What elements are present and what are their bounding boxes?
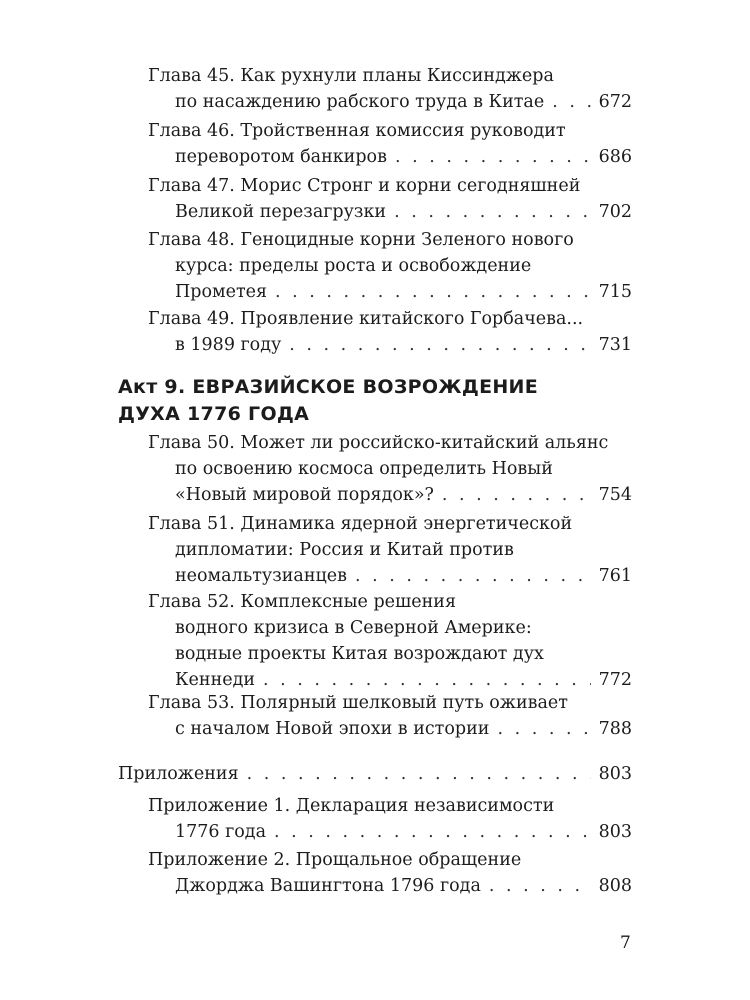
dot-leader [247, 761, 591, 787]
page-ref: 702 [598, 202, 632, 222]
toc-entry-chapter-52[interactable] [148, 589, 632, 693]
toc-entry-appendix-2[interactable] [148, 847, 632, 899]
dot-leader [275, 279, 591, 305]
entry-line: Глава 53. Полярный шелковый путь оживает [148, 693, 568, 713]
entry-line: Глава 52. Комплексные решения [148, 592, 457, 612]
toc-entry-chapter-50[interactable] [148, 430, 632, 508]
entry-line: Глава 50. Может ли российско-китайский альянс [148, 433, 609, 453]
dot-leader [442, 482, 591, 508]
entry-line: Приложение 2. Прощальное обращение [148, 850, 522, 870]
dot-leader [489, 873, 591, 899]
toc-entry-chapter-45[interactable] [148, 63, 632, 115]
entry-line: Великой перезагрузки [175, 202, 387, 222]
entry-line: с началом Новой эпохи в истории [175, 719, 490, 739]
act-heading-line: ДУХА 1776 ГОДА [118, 403, 310, 425]
entry-line: Глава 51. Динамика ядерной энергетической [148, 514, 573, 534]
entry-line: Кеннеди [175, 670, 256, 690]
toc-entry-chapter-53[interactable] [148, 690, 632, 742]
page-number: 7 [620, 933, 631, 953]
entry-line: в 1989 году [175, 335, 282, 355]
dot-leader [497, 716, 590, 742]
dot-leader [395, 144, 591, 170]
page-ref: 808 [598, 876, 632, 896]
page-ref: 672 [598, 92, 632, 112]
dot-leader [394, 199, 591, 225]
entry-line: по насаждению рабского труда в Китае [175, 92, 545, 112]
page-ref: 803 [598, 822, 632, 842]
entry-line: Глава 49. Проявление китайского Горбачева... [148, 309, 584, 329]
dot-leader [274, 819, 591, 845]
entry-line: Джорджа Вашингтона 1796 года [175, 876, 481, 896]
page-ref: 715 [598, 282, 632, 302]
page-ref: 754 [598, 485, 632, 505]
dot-leader [289, 332, 590, 358]
dot-leader [355, 563, 591, 589]
page-ref: 788 [598, 719, 632, 739]
page-ref: 686 [598, 147, 632, 167]
entry-line: переворотом банкиров [175, 147, 387, 167]
entry-line: неомальтузианцев [175, 566, 347, 586]
entry-line: Приложение 1. Декларация независимости [148, 796, 555, 816]
toc-entry-appendix-1[interactable] [148, 793, 632, 845]
page-ref: 761 [598, 566, 632, 586]
entry-line: Приложения [118, 764, 239, 784]
toc-entry-chapter-48[interactable] [148, 227, 632, 305]
entry-line: «Новый мировой порядок»? [175, 485, 434, 505]
page-ref: 731 [598, 335, 632, 355]
toc-entry-chapter-47[interactable] [148, 173, 632, 225]
entry-line: курса: пределы роста и освобождение [175, 256, 532, 276]
entry-line: по освоению космоса определить Новый [175, 459, 553, 479]
toc-entry-chapter-51[interactable] [148, 511, 632, 589]
entry-line: дипломатии: Россия и Китай против [175, 540, 514, 560]
entry-line: Глава 48. Геноцидные корни Зеленого нового [148, 230, 574, 250]
toc-entry-appendices[interactable] [118, 761, 632, 787]
page-ref: 772 [598, 670, 632, 690]
toc-entry-chapter-46[interactable] [148, 118, 632, 170]
act-heading-line: Акт 9. ЕВРАЗИЙСКОЕ ВОЗРОЖДЕНИЕ [118, 376, 539, 398]
act-9-heading[interactable] [118, 374, 638, 428]
entry-line: Глава 47. Морис Стронг и корни сегодняшней [148, 176, 581, 196]
entry-line: водного кризиса в Северной Америке: [175, 618, 532, 638]
entry-line: водные проекты Китая возрождают дух [175, 644, 544, 664]
toc-entry-chapter-49[interactable] [148, 306, 632, 358]
entry-line: Глава 45. Как рухнули планы Киссинджера [148, 66, 554, 86]
entry-line: Глава 46. Тройственная комиссия руководит [148, 121, 566, 141]
dot-leader [552, 89, 590, 115]
entry-line: Прометея [175, 282, 268, 302]
entry-line: 1776 года [175, 822, 267, 842]
page-ref: 803 [598, 764, 632, 784]
